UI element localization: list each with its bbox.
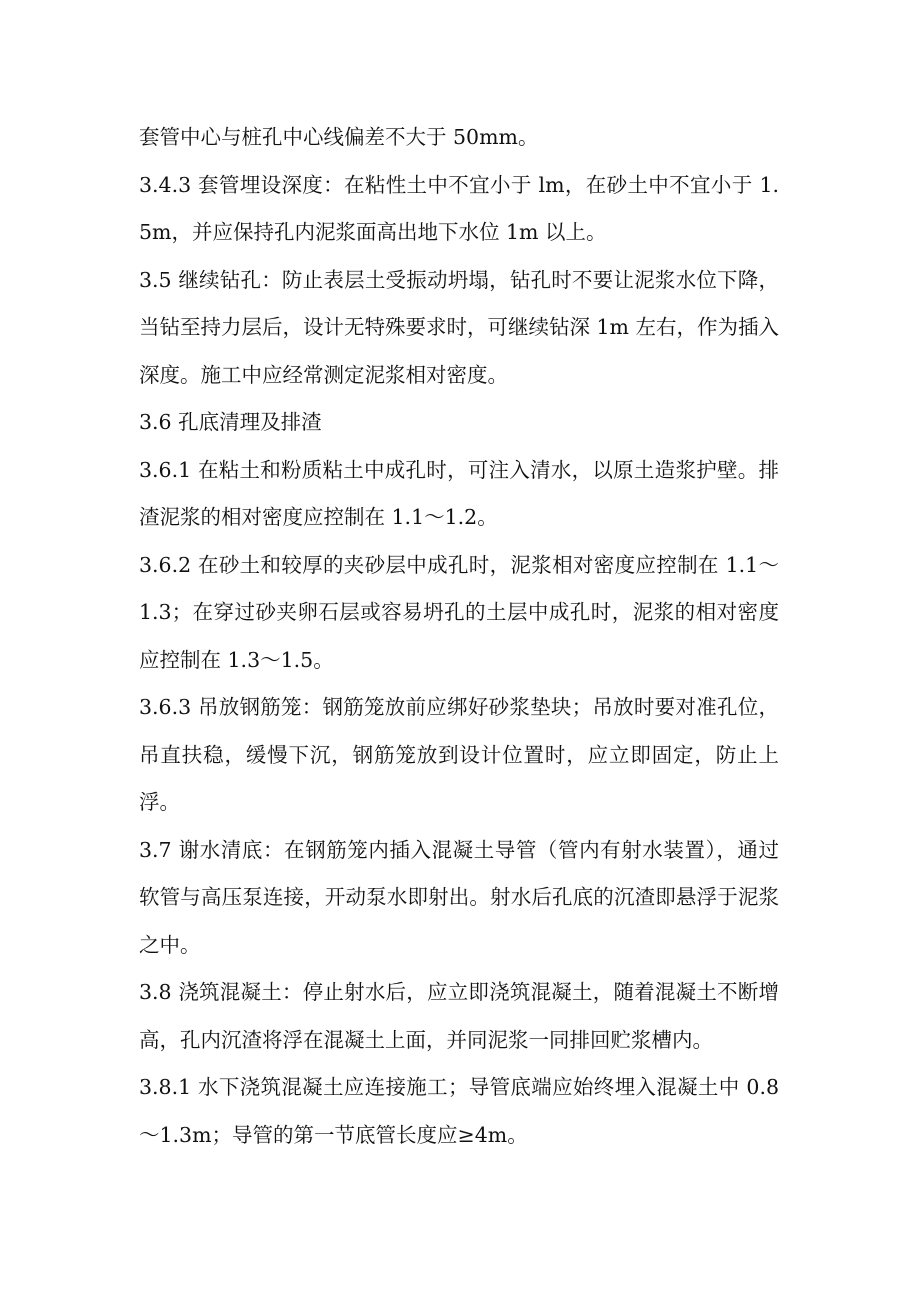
paragraph-3-5-continue-drilling: 3.5 继续钻孔：防止表层土受振动坍塌，钻孔时不要让泥浆水位下降，当钻至持力层后，设计无特殊要求时，可继续钻深 1m 左右，作为插入深度。施工中应经常测定泥浆相对密度。 [139, 267, 780, 387]
paragraph-3-8-1-underwater-concrete: 3.8.1 水下浇筑混凝土应连接施工；导管底端应始终埋入混凝土中 0.8～1.3m；导管的第一节底管长度应≥4m。 [139, 1075, 779, 1147]
paragraph-3-6-3-rebar-cage: 3.6.3 吊放钢筋笼：钢筋笼放前应绑好砂浆垫块；吊放时要对准孔位，吊直扶稳，缓慢下沉，钢筋笼放到设计位置时，应立即固定，防止上浮。 [139, 695, 779, 814]
paragraph-3-6-2-sand-drilling: 3.6.2 在砂土和较厚的夹砂层中成孔时，泥浆相对密度应控制在 1.1～1.3；在穿过砂夹卵石层或容易坍孔的土层中成孔时，泥浆的相对密度应控制在 1.3～1.5。 [139, 552, 779, 672]
document-body [139, 114, 779, 1159]
paragraph-3-7-water-jet-cleaning: 3.7 谢水清底：在钢筋笼内插入混凝土导管（管内有射水装置），通过软管与高压泵连接，开动泵水即射出。射水后孔底的沉渣即悬浮于泥浆之中。 [139, 837, 779, 957]
paragraph-casing-center-deviation: 套管中心与桩孔中心线偏差不大于 50mm。 [139, 125, 539, 149]
paragraph-3-4-3-casing-depth: 3.4.3 套管埋设深度：在粘性土中不宜小于 lm，在砂土中不宜小于 1.5m，并应保持孔内泥浆面高出地下水位 1m 以上。 [139, 172, 779, 244]
paragraph-3-8-concrete-pouring: 3.8 浇筑混凝土：停止射水后，应立即浇筑混凝土，随着混凝土不断增高，孔内沉渣将浮在混凝土上面，并同泥浆一同排回贮浆槽内。 [139, 980, 779, 1052]
heading-3-6-hole-cleaning: 3.6 孔底清理及排渣 [139, 410, 322, 434]
paragraph-3-6-1-clay-drilling: 3.6.1 在粘土和粉质粘土中成孔时，可注入清水，以原土造浆护壁。排渣泥浆的相对密度应控制在 1.1～1.2。 [139, 457, 779, 529]
